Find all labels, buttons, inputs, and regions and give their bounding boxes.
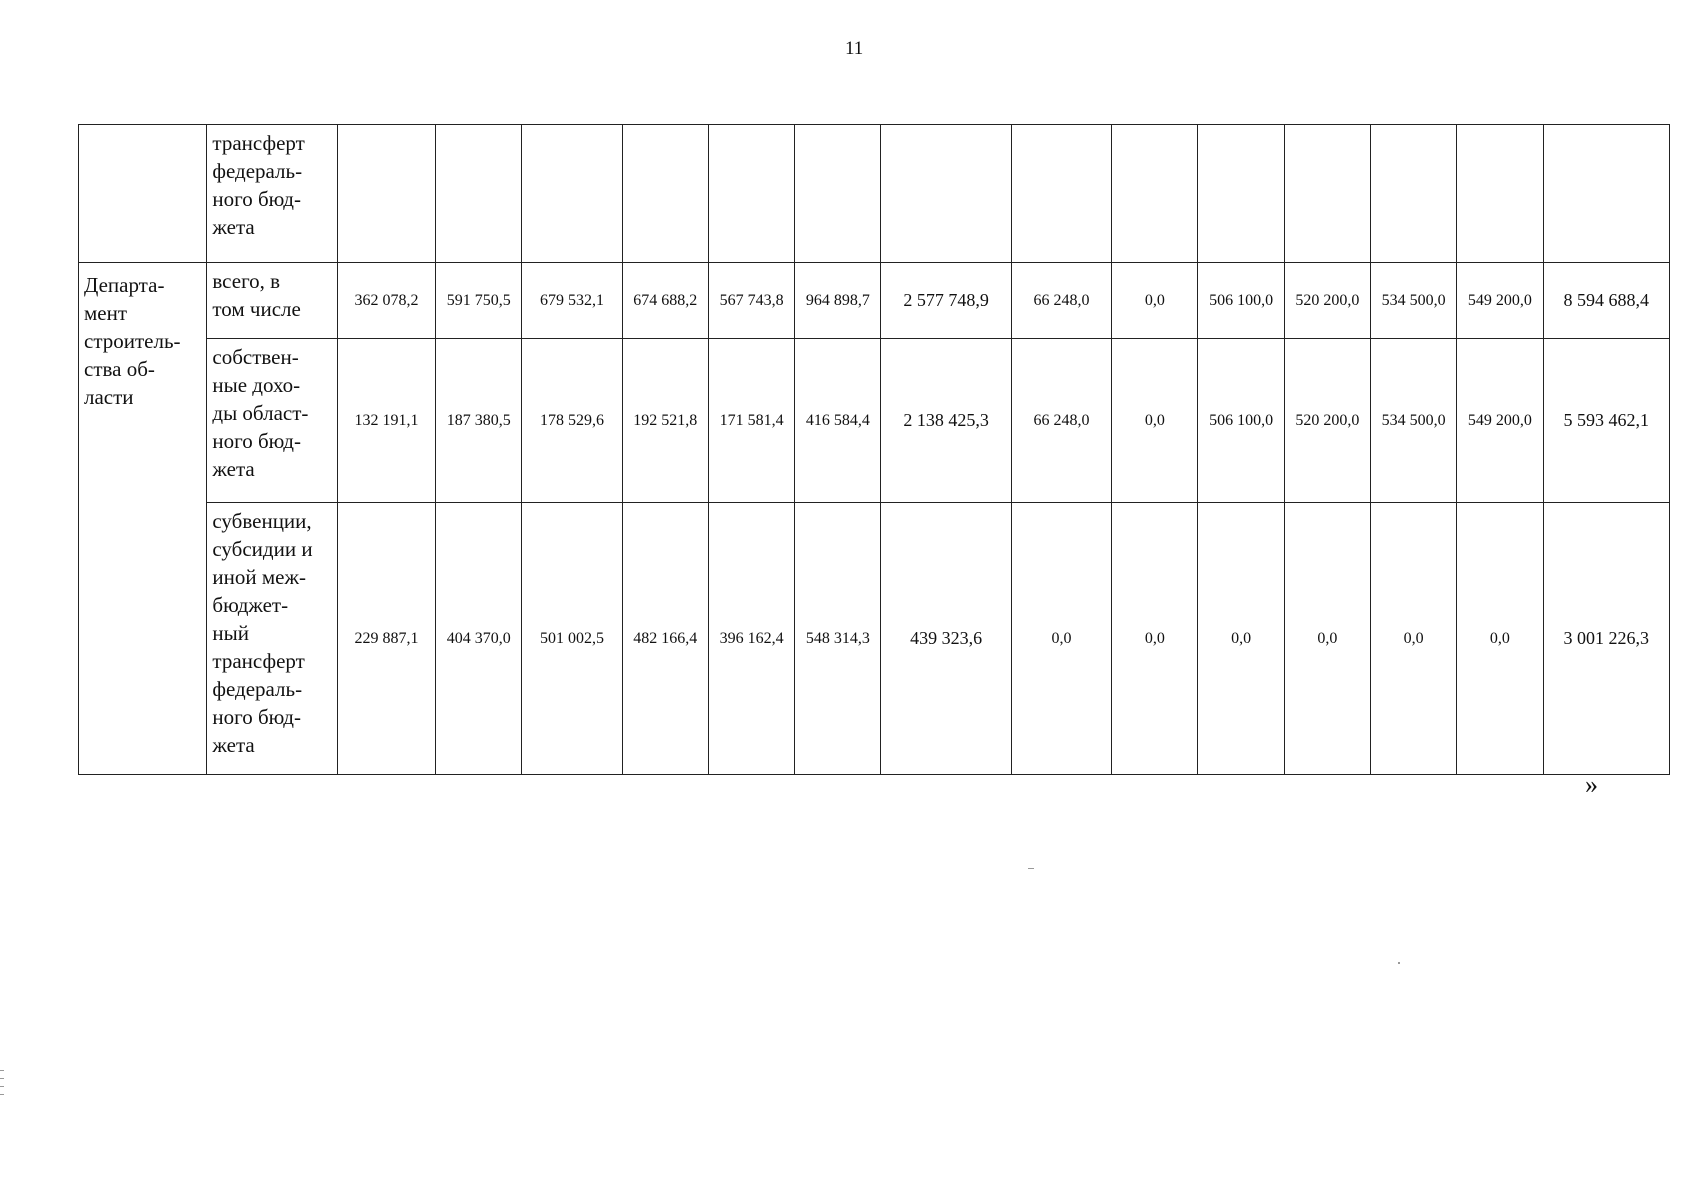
table-cell [522,125,622,263]
table-cell: 0,0 [1112,503,1198,775]
table-cell: 404 370,0 [436,503,522,775]
table-cell: 229 887,1 [337,503,435,775]
table-cell: 567 743,8 [708,263,794,339]
table-cell: 439 323,6 [881,503,1011,775]
table-cell: 8 594 688,4 [1543,263,1669,339]
table-cell: 396 162,4 [708,503,794,775]
table-cell: 5 593 462,1 [1543,339,1669,503]
table-cell [622,125,708,263]
table-cell [337,125,435,263]
table-cell: 0,0 [1112,339,1198,503]
table-cell: 187 380,5 [436,339,522,503]
row-label: субвенции, субсидии и иной меж- бюджет- ный трансферт федераль- ного бюд- жета [207,503,337,775]
table-cell [1370,125,1456,263]
table-cell: 3 001 226,3 [1543,503,1669,775]
table-cell: 0,0 [1284,503,1370,775]
table-cell [795,125,881,263]
closing-quote-mark: » [1585,770,1598,799]
scan-speck [0,1094,4,1095]
table-cell [1011,125,1111,263]
table-cell: 534 500,0 [1370,263,1456,339]
table-cell: 362 078,2 [337,263,435,339]
organization-cell: Департа- мент строитель- ства об- ласти [79,263,207,775]
scan-speck [0,1086,4,1087]
table-row-own-revenues [79,339,1670,503]
scan-speck [1028,868,1034,869]
table-cell: 679 532,1 [522,263,622,339]
table-row-federal-transfers [79,503,1670,775]
table-cell: 66 248,0 [1011,263,1111,339]
table-cell [1112,125,1198,263]
table-cell [436,125,522,263]
row-label: всего, в том числе [207,263,337,339]
table-cell [1198,125,1284,263]
table-cell [1457,125,1543,263]
table-cell: 2 138 425,3 [881,339,1011,503]
continuation-row [79,125,1670,263]
table-cell: 192 521,8 [622,339,708,503]
org-cell-empty [79,125,207,263]
scan-speck [0,1078,4,1079]
table-cell: 501 002,5 [522,503,622,775]
table-cell: 549 200,0 [1457,263,1543,339]
table-cell [1543,125,1669,263]
table-cell: 549 200,0 [1457,339,1543,503]
table-cell: 964 898,7 [795,263,881,339]
table-cell: 416 584,4 [795,339,881,503]
table-cell: 171 581,4 [708,339,794,503]
scan-speck [0,1070,4,1071]
table-cell: 2 577 748,9 [881,263,1011,339]
row-label: трансферт федераль- ного бюд- жета [207,125,337,263]
scan-speck [1398,962,1400,964]
page-number: 11 [845,38,864,59]
table-cell: 520 200,0 [1284,263,1370,339]
row-label: собствен- ные дохо- ды област- ного бюд- жета [207,339,337,503]
table-cell: 548 314,3 [795,503,881,775]
table-cell: 66 248,0 [1011,339,1111,503]
table-cell: 534 500,0 [1370,339,1456,503]
table-cell: 520 200,0 [1284,339,1370,503]
table-cell [881,125,1011,263]
table-cell: 674 688,2 [622,263,708,339]
table-cell [1284,125,1370,263]
table-cell: 591 750,5 [436,263,522,339]
table-cell: 0,0 [1112,263,1198,339]
table-cell [708,125,794,263]
table-cell: 482 166,4 [622,503,708,775]
table-cell: 178 529,6 [522,339,622,503]
table-cell: 0,0 [1457,503,1543,775]
table-row-total [79,263,1670,339]
table-cell: 0,0 [1370,503,1456,775]
table-cell: 506 100,0 [1198,339,1284,503]
table-cell: 132 191,1 [337,339,435,503]
table-cell: 0,0 [1198,503,1284,775]
budget-table [78,124,1670,775]
table-cell: 506 100,0 [1198,263,1284,339]
table-cell: 0,0 [1011,503,1111,775]
